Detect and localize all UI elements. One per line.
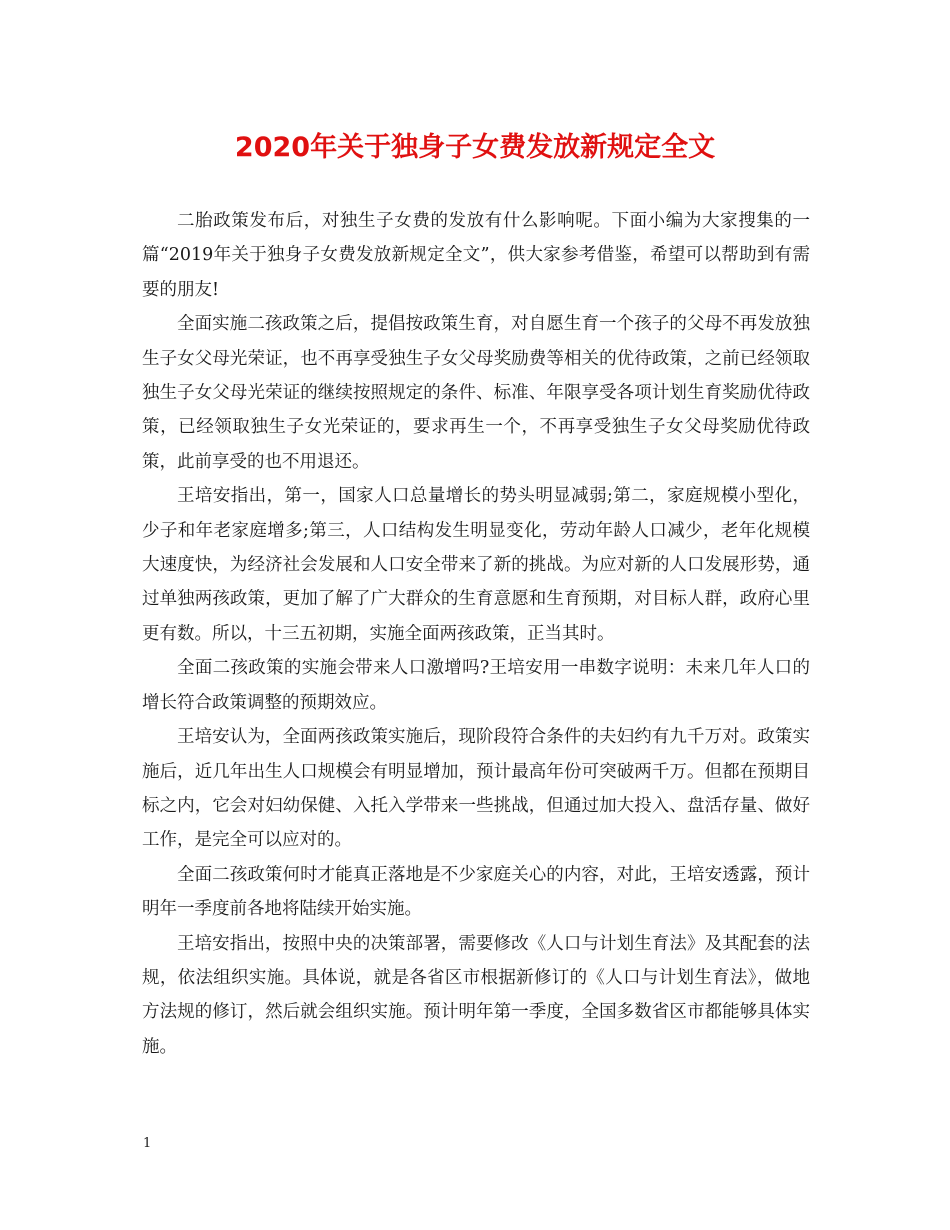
paragraph-2: 全面实施二孩政策之后，提倡按政策生育，对自愿生育一个孩子的父母不再发放独生子女父母光荣证，也不再享受独生子女父母奖励费等相关的优待政策，之前已经领取独生子女父母光荣证的继续按照规定的条件、标准、年限享受各项计划生育奖励优待政策，已经领取独生子女光荣证的，要求再生一个，不再享受独生子女父母奖励优待政策，此前享受的也不用退还。 <box>142 314 810 472</box>
paragraph-1: 二胎政策发布后，对独生子女费的发放有什么影响呢。下面小编为大家搜集的一篇“2019年关于独身子女费发放新规定全文”，供大家参考借鉴，希望可以帮助到有需要的朋友! <box>142 211 810 300</box>
document-title: 2020年关于独身子女费发放新规定全文 <box>234 132 716 163</box>
paragraph-7: 王培安指出，按照中央的决策部署，需要修改《人口与计划生育法》及其配套的法规，依法组织实施。具体说，就是各省区市根据新修订的《人口与计划生育法》，做地方法规的修订，然后就会组织实施。预计明年第一季度，全国多数省区市都能够具体实施。 <box>142 933 810 1057</box>
paragraph-6: 全面二孩政策何时才能真正落地是不少家庭关心的内容，对此，王培安透露，预计明年一季度前各地将陆续开始实施。 <box>142 864 810 920</box>
paragraph-4: 全面二孩政策的实施会带来人口激增吗?王培安用一串数字说明：未来几年人口的增长符合政策调整的预期效应。 <box>142 658 810 713</box>
document-body <box>142 204 810 1064</box>
paragraph-5: 王培安认为，全面两孩政策实施后，现阶段符合条件的夫妇约有九千万对。政策实施后，近几年出生人口规模会有明显增加，预计最高年份可突破两千万。但都在预期目标之内，它会对妇幼保健、入托入学带来一些挑战，但通过加大投入、盘活存量、做好工作，是完全可以应对的。 <box>142 727 810 851</box>
paragraph-3: 王培安指出，第一，国家人口总量增长的势头明显减弱;第二，家庭规模小型化，少子和年老家庭增多;第三，人口结构发生明显变化，劳动年龄人口减少，老年化规模大速度快，为经济社会发展和人口安全带来了新的挑战。为应对新的人口发展形势，通过单独两孩政策，更加了解了广大群众的生育意愿和生育预期，对目标人群，政府心里更有数。所以，十三五初期，实施全面两孩政策，正当其时。 <box>142 486 810 644</box>
page-number: 1 <box>143 1136 152 1151</box>
